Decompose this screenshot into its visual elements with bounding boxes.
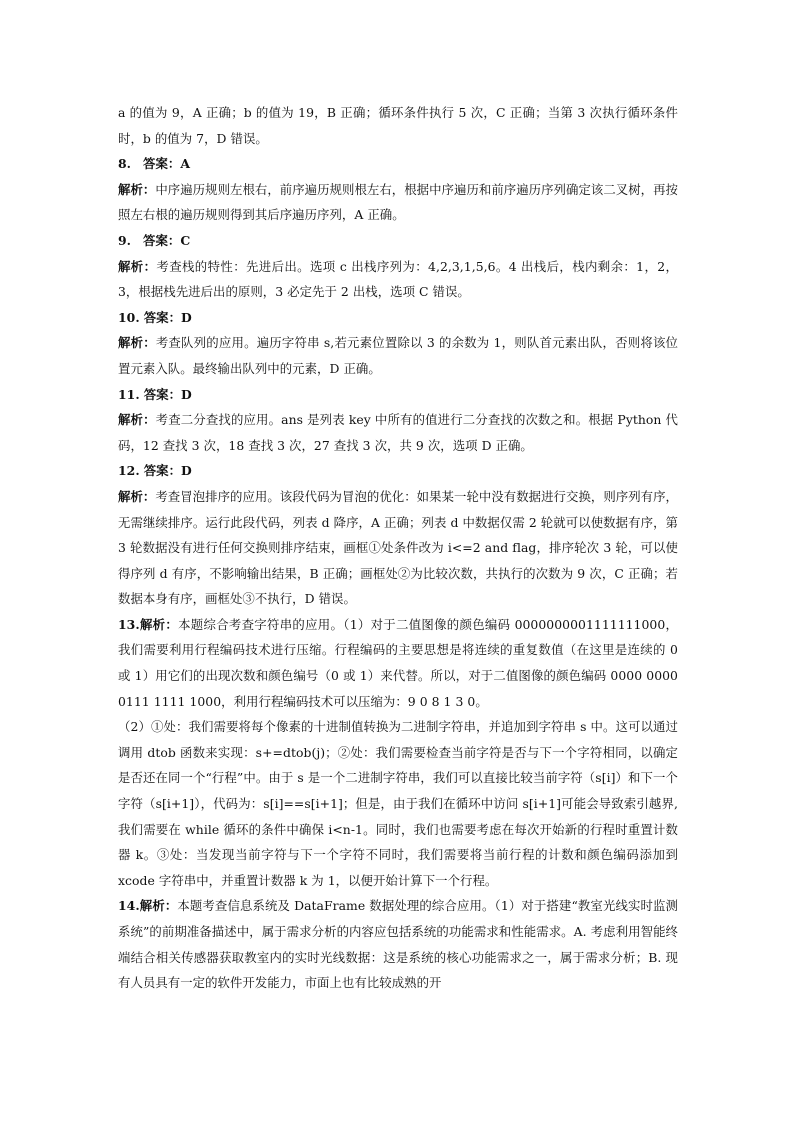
answer-value: A <box>180 156 191 172</box>
analysis-q13-part1 <box>118 612 678 714</box>
answer-line-q10 <box>118 305 678 331</box>
analysis-q13-part2: （2）①处：我们需要将每个像素的十进制值转换为二进制字符串，并追加到字符串 s 中。这可以通过调用 dtob 函数来实现：s+=dtob(j)；②处：我们需要检查当前字符是否与下一个字符相同，以确定是否还在同一个“行程”中。由于 s 是一个二进制字符串，我们可以直接比较当前字符（s[i]）和下一个字符（s[i+1]），代码为：s[i]==s[i+1]；但是，由于我们在循环中访问 s[i+1]可能会导致索引越界,我们需要在 while 循环的条件中确保 i<n-1。同时，我们也需要考虑在每次开始新的行程时重置计数器 k。③处：当发现当前字符与下一个字符不同时，我们需要将当前行程的计数和颜色编码添加到 xcode 字符串中，并重置计数器 k 为 1，以便开始计算下一个行程。 <box>118 719 678 888</box>
answer-value: D <box>181 386 192 402</box>
analysis-text: 考查冒泡排序的应用。该段代码为冒泡的优化：如果某一轮中没有数据进行交换，则序列有序，无需继续排序。运行此段代码，列表 d 降序，A 正确；列表 d 中数据仅需 2 轮就可以使数据有序，第 3 轮数据没有进行任何交换则排序结束，画框①处条件改为 i<=2 and flag，排序轮次 3 轮，可以使得序列 d 有序，不影响输出结果，B 正确；画框处②为比较次数，共执行的次数为 9 次，C 正确；若数据本身有序，画框处③不执行，D 错误。 <box>118 488 678 607</box>
analysis-text: 本题考查信息系统及 DataFrame 数据处理的综合应用。（1）对于搭建“教室光线实时监测系统”的前期准备描述中，属于需求分析的内容应包括系统的功能需求和性能需求。A. 考虑利用智能终端结合相关传感器获取教室内的实时光线数据：这是系统的核心功能需求之一，属于需求分析；B. 现有人员具有一定的软件开发能力，市面上也有比较成熟的开 <box>118 898 678 991</box>
answer-label: 答案： <box>143 386 182 402</box>
answer-value: C <box>180 232 191 248</box>
analysis-label: 解析： <box>118 181 156 197</box>
answer-line-q9 <box>118 228 678 254</box>
analysis-text: 考查栈的特性：先进后出。选项 c 出栈序列为：4,2,3,1,5,6。4 出栈后，栈内剩余：1，2，3，根据栈先进后出的原则，3 必定先于 2 出栈，选项 C 错误。 <box>118 258 678 300</box>
question-number: 10. <box>118 309 140 325</box>
question-number: 13. <box>118 616 140 632</box>
analysis-q11 <box>118 407 678 458</box>
analysis-text: 考查队列的应用。遍历字符串 s,若元素位置除以 3 的余数为 1，则队首元素出队，否则将该位置元素入队。最终输出队列中的元素，D 正确。 <box>118 335 678 376</box>
analysis-q9 <box>118 254 678 305</box>
answer-value: D <box>181 309 192 325</box>
answer-label: 答案： <box>143 309 182 325</box>
answer-label: 答案： <box>143 156 181 172</box>
answer-line-q8 <box>118 151 678 177</box>
analysis-text: 中序遍历规则左根右，前序遍历规则根左右，根据中序遍历和前序遍历序列确定该二叉树，再按照左右根的遍历规则得到其后序遍历序列，A 正确。 <box>118 181 678 223</box>
answer-line-q12 <box>118 458 678 484</box>
question-number: 11. <box>118 386 140 402</box>
analysis-label: 解析： <box>139 898 178 914</box>
question-number: 14. <box>118 898 140 914</box>
answer-label: 答案： <box>143 463 182 479</box>
answer-value: D <box>181 463 192 479</box>
analysis-label: 解析： <box>118 258 157 274</box>
analysis-q14 <box>118 893 678 995</box>
analysis-label: 解析： <box>118 412 156 428</box>
question-number: 12. <box>118 463 140 479</box>
question-number: 8. <box>118 156 132 172</box>
answer-label: 答案： <box>143 232 181 248</box>
analysis-label: 解析： <box>118 335 156 351</box>
analysis-text: 本题综合考查字符串的应用。（1）对于二值图像的颜色编码 0000000001111111000，我们需要利用行程编码技术进行压缩。行程编码的主要思想是将连续的重复数值（在这里是连续的 0 或 1）用它们的出现次数和颜色编号（0 或 1）来代替。所以，对于二值图像的颜色编码 0000 0000 0111 1111 1000，利用行程编码技术可以压缩为：9 0 8 1 3 0。 <box>118 616 678 709</box>
analysis-label: 解析： <box>118 488 156 504</box>
analysis-q12 <box>118 484 678 612</box>
analysis-text: 考查二分查找的应用。ans 是列表 key 中所有的值进行二分查找的次数之和。根据 Python 代码，12 查找 3 次，18 查找 3 次，27 查找 3 次，共 9 次，选项 D 正确。 <box>118 412 679 453</box>
analysis-label: 解析： <box>139 616 179 632</box>
paragraph-q7-tail: a 的值为 9，A 正确；b 的值为 19，B 正确；循环条件执行 5 次，C 正确；当第 3 次执行循环条件时，b 的值为 7，D 错误。 <box>118 105 678 146</box>
answer-line-q11 <box>118 382 678 408</box>
document-page <box>118 100 678 996</box>
analysis-q10 <box>118 330 678 381</box>
analysis-q8 <box>118 177 678 228</box>
question-number: 9. <box>118 232 132 248</box>
